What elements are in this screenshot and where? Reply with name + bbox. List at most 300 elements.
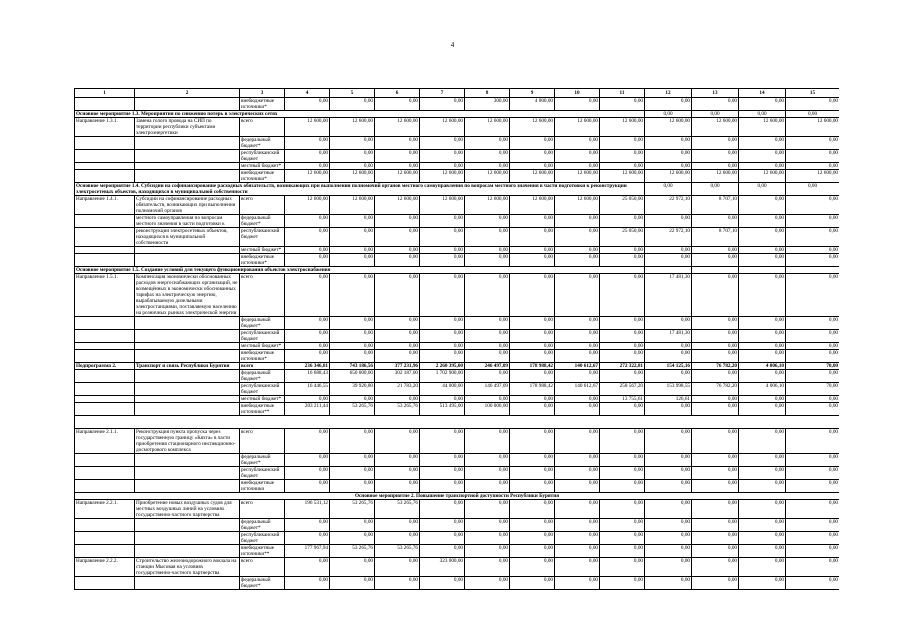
row-title [135, 254, 240, 267]
amount-cell: 300,00 [465, 98, 510, 111]
amount-cell: 12 600,00 [375, 196, 420, 215]
row-code [75, 403, 135, 416]
row-title: Приобретение новых воздушных судов для местных воздушных линий на условиях государственно-частного партнерства [135, 500, 240, 519]
amount-cell: 0,00 [375, 163, 420, 170]
row-title [135, 170, 240, 183]
funding-source: всего [240, 558, 285, 577]
amount-cell: 140 612,67 [555, 363, 600, 370]
amount-cell: 513 495,00 [420, 403, 465, 416]
amount-cell: 0,00 [375, 215, 420, 228]
funding-source: федеральный бюджет* [240, 577, 285, 590]
amount-cell: 53 265,76 [375, 545, 420, 558]
amount-cell: 12 600,00 [465, 196, 510, 215]
amount-cell: 0,00 [555, 247, 600, 254]
amount-cell: 0,00 [375, 150, 420, 163]
amount-cell: 0,00 [375, 274, 420, 317]
amount-cell: 0,00 [645, 532, 692, 545]
amount-cell: 0,00 [420, 532, 465, 545]
funding-source: республиканский бюджет [240, 150, 285, 163]
amount-cell: 0,00 [786, 150, 840, 163]
amount-cell: 0,00 [465, 274, 510, 317]
amount-cell: 0,00 [555, 454, 600, 467]
row-code [75, 396, 135, 403]
column-number: 12 [645, 89, 692, 98]
row-title: Строительство железнодорожного вокзала на станции Мысовая на условиях государственно-частного партнерства [135, 558, 240, 577]
amount-cell: 140 612,67 [555, 383, 600, 396]
amount-cell: 12 600,00 [645, 170, 692, 183]
amount-cell: 0,00 [555, 532, 600, 545]
funding-source: местный бюджет* [240, 163, 285, 170]
amount-cell: 0,00 [330, 317, 375, 330]
section-title: Основное мероприятие 1.5. Создание условий для текущего функционирования объектов электроснабжения [75, 267, 645, 274]
amount-cell: 16 446,55 [285, 383, 330, 396]
amount-cell: 0,00 [786, 519, 840, 532]
amount-cell: 0,00 [555, 519, 600, 532]
amount-cell: 0,00 [692, 396, 739, 403]
amount-cell: 0,00 [375, 480, 420, 493]
table-row [75, 500, 840, 519]
amount-cell: 0,00 [555, 558, 600, 577]
amount-cell: 0,00 [420, 454, 465, 467]
amount-cell: 0,00 [600, 215, 645, 228]
row-code [75, 519, 135, 532]
amount-cell: 258 567,20 [600, 383, 645, 396]
amount-cell: 0,00 [555, 254, 600, 267]
table-row [75, 396, 840, 403]
amount-cell: 0,00 [600, 429, 645, 454]
amount-cell: 0,00 [739, 163, 786, 170]
amount-cell: 0,00 [645, 137, 692, 150]
row-title [135, 150, 240, 163]
amount-cell: 0,00 [465, 215, 510, 228]
amount-cell: 0,00 [375, 577, 420, 590]
row-title [135, 330, 240, 343]
amount-cell: 0,00 [375, 330, 420, 343]
table-row [75, 363, 840, 370]
row-code [75, 454, 135, 467]
section-title: Основное мероприятие 1.3. Мероприятия по снижению потерь в электрических сетях [75, 111, 645, 118]
amount-cell: 0,00 [692, 254, 739, 267]
amount-cell: 377 231,96 [375, 363, 420, 370]
column-number: 8 [465, 89, 510, 98]
table-row [75, 330, 840, 343]
amount-cell: 12 600,00 [510, 170, 555, 183]
amount-cell: 0,00 [510, 519, 555, 532]
amount-cell: 0,00 [510, 137, 555, 150]
amount-cell: 0,00 [645, 370, 692, 383]
amount-cell: 0,00 [375, 228, 420, 247]
amount-cell: 0,00 [645, 577, 692, 590]
amount-cell: 0,00 [285, 254, 330, 267]
row-code [75, 467, 135, 480]
amount-cell: 0,00 [692, 317, 739, 330]
amount-cell: 0,00 [465, 317, 510, 330]
amount-cell: 0,00 [465, 500, 510, 519]
row-title [135, 247, 240, 254]
row-code [75, 254, 135, 267]
row-code [75, 228, 135, 247]
amount-cell: 0,00 [786, 532, 840, 545]
amount-cell: 0,00 [600, 454, 645, 467]
amount-cell: 0,00 [600, 500, 645, 519]
amount-cell: 0,00 [786, 330, 840, 343]
amount-cell: 0,00 [692, 247, 739, 254]
amount-cell: 0,00 [600, 532, 645, 545]
amount-cell: 12 600,00 [420, 118, 465, 137]
amount-cell: 0,00 [786, 317, 840, 330]
amount-cell: 0,00 [600, 254, 645, 267]
amount-cell: 0,00 [739, 545, 786, 558]
amount-cell: 1 702 900,00 [420, 370, 465, 383]
amount-cell: 0,00 [465, 247, 510, 254]
amount-cell: 0,00 [330, 98, 375, 111]
table-row [75, 350, 840, 363]
amount-cell: 0,00 [739, 500, 786, 519]
amount-cell: 0,00 [786, 545, 840, 558]
amount-cell: 0,00 [285, 150, 330, 163]
amount-cell: 0,00 [465, 577, 510, 590]
row-title [135, 370, 240, 383]
amount-cell: 0,00 [786, 454, 840, 467]
column-number: 5 [330, 89, 375, 98]
funding-document [74, 88, 839, 641]
table-row [75, 150, 840, 163]
amount-cell: 0,00 [510, 317, 555, 330]
amount-cell: 0,00 [420, 317, 465, 330]
amount-cell: 0,00 [739, 454, 786, 467]
amount-cell: 0,00 [465, 467, 510, 480]
amount-cell: 0,00 [285, 228, 330, 247]
amount-cell: 0,00 [739, 519, 786, 532]
amount-cell: 0,00 [330, 274, 375, 317]
amount-cell: 196 531,12 [285, 500, 330, 519]
row-code [75, 545, 135, 558]
amount-cell: 0,00 [330, 343, 375, 350]
amount-cell: 302 187,00 [375, 370, 420, 383]
section-row [75, 267, 840, 274]
funding-source: внебюджетные источники* [240, 170, 285, 183]
amount-cell: 0,00 [645, 111, 692, 118]
amount-cell: 0,00 [739, 429, 786, 454]
amount-cell: 0,00 [692, 467, 739, 480]
amount-cell: 0,00 [375, 532, 420, 545]
amount-cell: 0,00 [600, 330, 645, 343]
table-row [75, 170, 840, 183]
column-number: 9 [510, 89, 555, 98]
amount-cell: 0,00 [510, 254, 555, 267]
amount-cell: 0,00 [375, 454, 420, 467]
amount-cell: 0,00 [645, 558, 692, 577]
amount-cell: 53 265,76 [330, 545, 375, 558]
amount-cell: 0,00 [465, 150, 510, 163]
amount-cell: 0,00 [420, 254, 465, 267]
amount-cell: 0,00 [739, 350, 786, 363]
amount-cell: 0,00 [786, 137, 840, 150]
amount-cell: 0,00 [465, 396, 510, 403]
amount-cell: 0,00 [645, 467, 692, 480]
amount-cell: 0,00 [786, 403, 840, 416]
amount-cell: 0,00 [285, 558, 330, 577]
amount-cell: 21 783,20 [375, 383, 420, 396]
amount-cell: 178 988,42 [510, 363, 555, 370]
row-title [135, 577, 240, 590]
amount-cell: 4 006,10 [739, 363, 786, 370]
funding-source: республиканский бюджет [240, 467, 285, 480]
amount-cell: 0,00 [330, 330, 375, 343]
amount-cell: 0,00 [465, 228, 510, 247]
amount-cell: 0,00 [555, 137, 600, 150]
amount-cell: 0,00 [375, 247, 420, 254]
table-row [75, 137, 840, 150]
amount-cell: 12 600,00 [739, 170, 786, 183]
table-row [75, 480, 840, 493]
amount-cell: 177 967,94 [285, 545, 330, 558]
amount-cell: 0,00 [692, 500, 739, 519]
amount-cell: 0,00 [645, 454, 692, 467]
amount-cell: 0,00 [692, 454, 739, 467]
amount-cell: 0,00 [285, 480, 330, 493]
column-number: 14 [739, 89, 786, 98]
section-title: Основное мероприятие 1.4. Субсидии на софинансирование расходных обязательств, возникающих при выполнении полномочий органов местного самоуправления по вопросам местного значения в части подготовки к реконструкции электросетевых объектов, находящихся в муниципальной собственности [75, 183, 645, 196]
amount-cell: 246 497,09 [465, 363, 510, 370]
amount-cell: 0,00 [420, 215, 465, 228]
amount-cell: 12 600,00 [645, 118, 692, 137]
funding-source: всего [240, 429, 285, 454]
amount-cell: 12 600,00 [786, 118, 840, 137]
amount-cell: 0,00 [285, 274, 330, 317]
amount-cell: 0,00 [600, 317, 645, 330]
amount-cell: 0,00 [285, 519, 330, 532]
amount-cell: 0,00 [510, 247, 555, 254]
row-title: Замена голого провода на СИП по территории республики субъектами электроэнергетики [135, 118, 240, 137]
amount-cell: 0,00 [285, 454, 330, 467]
amount-cell: 0,00 [330, 163, 375, 170]
amount-cell: 0,00 [739, 532, 786, 545]
spacer-cell [75, 416, 840, 429]
amount-cell: 0,00 [465, 343, 510, 350]
amount-cell: 0,00 [375, 396, 420, 403]
amount-cell: 0,00 [739, 370, 786, 383]
amount-cell: 0,00 [375, 350, 420, 363]
spacer-row [75, 416, 840, 429]
amount-cell: 44 000,00 [420, 383, 465, 396]
column-number: 15 [786, 89, 840, 98]
row-title [135, 98, 240, 111]
row-title [135, 403, 240, 416]
amount-cell: 0,00 [786, 98, 840, 111]
amount-cell: 0,00 [739, 196, 786, 215]
row-title: Транспорт и связь Республики Бурятия [135, 363, 240, 370]
row-code [75, 343, 135, 350]
amount-cell: 0,00 [330, 577, 375, 590]
row-title: Реконструкция пункта пропуска через государственную границу «Кяхта» в части приобретения стационарного инспекционно-досмотрового комплекса [135, 429, 240, 454]
amount-cell: 0,00 [330, 519, 375, 532]
amount-cell: 0,00 [692, 558, 739, 577]
amount-cell: 0,00 [692, 274, 739, 317]
amount-cell: 0,00 [465, 350, 510, 363]
row-title [135, 532, 240, 545]
amount-cell: 0,00 [330, 396, 375, 403]
amount-cell: 8 707,10 [692, 196, 739, 215]
amount-cell: 0,00 [330, 150, 375, 163]
amount-cell: 153 998,55 [645, 383, 692, 396]
amount-cell: 0,00 [330, 467, 375, 480]
amount-cell: 0,00 [330, 228, 375, 247]
amount-cell: 0,00 [420, 150, 465, 163]
amount-cell: 0,00 [692, 98, 739, 111]
amount-cell: 53 265,76 [375, 500, 420, 519]
amount-cell: 12 600,00 [739, 118, 786, 137]
column-number: 1 [75, 89, 135, 98]
amount-cell: 0,00 [555, 480, 600, 493]
amount-cell: 8 707,10 [692, 228, 739, 247]
table-row [75, 467, 840, 480]
amount-cell: 0,00 [330, 215, 375, 228]
amount-cell: 0,00 [555, 370, 600, 383]
funding-source: федеральный бюджет* [240, 454, 285, 467]
amount-cell: 0,00 [645, 480, 692, 493]
amount-cell: 0,00 [555, 317, 600, 330]
amount-cell: 0,00 [600, 343, 645, 350]
amount-cell: 0,00 [510, 480, 555, 493]
amount-cell: 0,00 [285, 137, 330, 150]
amount-cell: 0,00 [786, 228, 840, 247]
funding-source: республиканский бюджет [240, 330, 285, 343]
amount-cell: 0,00 [285, 163, 330, 170]
amount-cell: 0,00 [645, 403, 692, 416]
funding-source: федеральный бюджет* [240, 137, 285, 150]
amount-cell: 0,00 [645, 183, 692, 196]
column-number: 2 [135, 89, 240, 98]
row-code [75, 330, 135, 343]
amount-cell: 53 265,76 [375, 403, 420, 416]
table-row [75, 317, 840, 330]
amount-cell: 0,00 [645, 247, 692, 254]
amount-cell: 0,00 [692, 403, 739, 416]
amount-cell: 0,00 [330, 480, 375, 493]
amount-cell: 0,00 [786, 254, 840, 267]
funding-source: внебюджетные источники* [240, 254, 285, 267]
amount-cell: 0,00 [330, 558, 375, 577]
funding-source: всего [240, 274, 285, 317]
row-code [75, 247, 135, 254]
amount-cell: 0,00 [465, 370, 510, 383]
amount-cell: 0,00 [375, 317, 420, 330]
amount-cell: 0,00 [786, 429, 840, 454]
amount-cell: 0,00 [375, 137, 420, 150]
amount-cell: 0,00 [739, 480, 786, 493]
row-code [75, 150, 135, 163]
amount-cell: 650 000,00 [330, 370, 375, 383]
amount-cell: 0,00 [600, 519, 645, 532]
amount-cell: 178 988,42 [510, 383, 555, 396]
row-title [135, 396, 240, 403]
section-title: Основное мероприятие 2. Повышение транспортной доступности Республики Бурятия [75, 493, 840, 500]
funding-source: местный бюджет* [240, 343, 285, 350]
row-code: Направление 1.3.1. [75, 118, 135, 137]
amount-cell: 0,00 [600, 163, 645, 170]
section-row [75, 183, 840, 196]
amount-cell: 0,00 [420, 350, 465, 363]
amount-cell: 0,00 [739, 254, 786, 267]
amount-cell: 0,00 [692, 343, 739, 350]
amount-cell: 0,00 [645, 500, 692, 519]
section-row [75, 493, 840, 500]
row-code [75, 163, 135, 170]
row-title [135, 480, 240, 493]
amount-cell: 0,00 [330, 247, 375, 254]
table-row [75, 118, 840, 137]
amount-cell: 100 000,00 [465, 403, 510, 416]
row-code: Направление 1.5.1. [75, 274, 135, 317]
amount-cell: 12 600,00 [600, 170, 645, 183]
row-title [135, 317, 240, 330]
amount-cell: 0,00 [555, 500, 600, 519]
amount-cell: 0,00 [786, 577, 840, 590]
amount-cell: 0,00 [555, 467, 600, 480]
amount-cell: 12 600,00 [420, 170, 465, 183]
amount-cell: 0,00 [465, 519, 510, 532]
amount-cell: 0,00 [692, 150, 739, 163]
amount-cell: 0,00 [420, 228, 465, 247]
amount-cell: 0,00 [786, 500, 840, 519]
table-row [75, 532, 840, 545]
funding-source: местный бюджет* [240, 247, 285, 254]
amount-cell: 0,00 [465, 429, 510, 454]
amount-cell: 22 972,10 [645, 196, 692, 215]
amount-cell: 12 600,00 [330, 118, 375, 137]
amount-cell: 12 600,00 [285, 196, 330, 215]
amount-cell: 12 600,00 [285, 170, 330, 183]
table-body [75, 98, 840, 590]
table-row [75, 343, 840, 350]
amount-cell: 0,00 [285, 215, 330, 228]
funding-source: внебюджетные источники** [240, 403, 285, 416]
amount-cell: 0,00 [786, 215, 840, 228]
row-code [75, 383, 135, 396]
table-row [75, 228, 840, 247]
amount-cell: 0,00 [555, 403, 600, 416]
amount-cell: 0,00 [285, 429, 330, 454]
amount-cell: 0,00 [600, 137, 645, 150]
amount-cell: 0,00 [510, 403, 555, 416]
amount-cell: 0,00 [510, 370, 555, 383]
table-row [75, 403, 840, 416]
amount-cell: 0,00 [739, 183, 786, 196]
row-title [135, 467, 240, 480]
amount-cell [786, 267, 840, 274]
amount-cell: 0,00 [645, 215, 692, 228]
amount-cell: 0,00 [420, 577, 465, 590]
amount-cell: 12 600,00 [330, 170, 375, 183]
funding-source: внебюджетные источники [240, 480, 285, 493]
amount-cell: 0,00 [330, 137, 375, 150]
amount-cell: 12 600,00 [285, 118, 330, 137]
amount-cell: 4 000,00 [510, 98, 555, 111]
amount-cell: 25 050,00 [600, 196, 645, 215]
amount-cell: 0,00 [645, 350, 692, 363]
amount-cell: 0,00 [645, 343, 692, 350]
amount-cell: 17 481,30 [645, 274, 692, 317]
amount-cell: 0,00 [600, 545, 645, 558]
table-row [75, 558, 840, 577]
amount-cell: 0,00 [739, 228, 786, 247]
amount-cell: 236 346,81 [285, 363, 330, 370]
amount-cell: 154 125,16 [645, 363, 692, 370]
amount-cell: 0,00 [510, 215, 555, 228]
amount-cell: 0,00 [739, 343, 786, 350]
amount-cell: 0,00 [692, 519, 739, 532]
